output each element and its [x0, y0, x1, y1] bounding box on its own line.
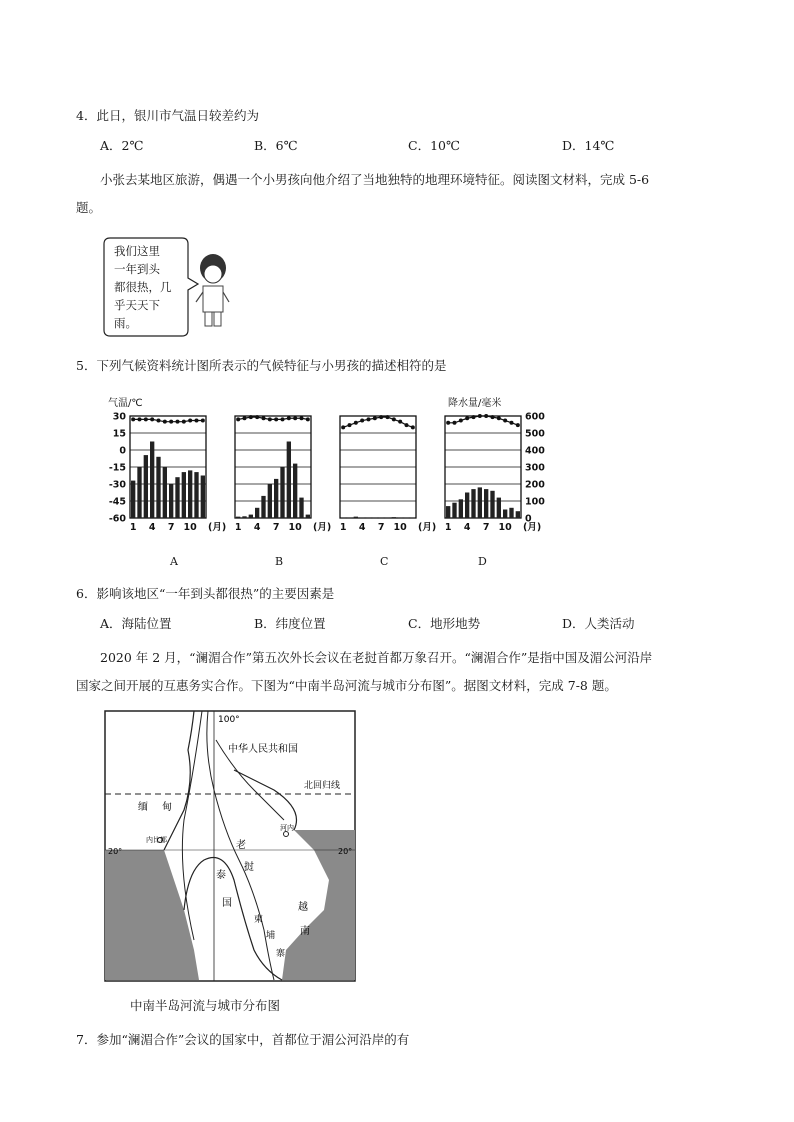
- precip-tick-label: 400: [525, 445, 545, 457]
- map-label: 寨: [276, 949, 286, 959]
- temp-point: [182, 420, 186, 424]
- temp-point: [243, 416, 247, 420]
- precip-bar: [287, 442, 291, 519]
- precip-bar: [478, 487, 482, 518]
- precip-bar: [497, 498, 501, 518]
- precip-bar: [503, 510, 507, 519]
- q4-option-d: D．14℃: [562, 138, 615, 153]
- chart-label-b: B: [275, 555, 284, 568]
- temp-point: [472, 415, 476, 419]
- precip-bar: [516, 511, 520, 518]
- precip-bar: [446, 506, 450, 518]
- temp-point: [131, 417, 135, 421]
- temp-point: [157, 419, 161, 423]
- map-label: 挝: [244, 862, 254, 873]
- precip-bar: [490, 491, 494, 518]
- map-svg: [104, 710, 356, 982]
- intro-78-line2: 国家之间开展的互惠务实合作。下图为“中南半岛河流与城市分布图”。据图文材料，完成 7-8 题。: [76, 678, 617, 693]
- precip-bar: [188, 470, 192, 518]
- temp-tick-label: 0: [119, 445, 126, 457]
- map-lon-label: 100°: [218, 715, 240, 725]
- precip-bar: [373, 518, 377, 519]
- q7-stem: 7．参加“澜湄合作”会议的国家中，首都位于湄公河沿岸的有: [76, 1032, 410, 1047]
- x-unit-label: (月): [523, 522, 542, 533]
- temp-point: [491, 415, 495, 419]
- precip-bar: [175, 477, 179, 518]
- q4-stem: 4．此日，银川市气温日较差约为: [76, 108, 259, 123]
- q6-option-a: A．海陆位置: [100, 616, 172, 631]
- climate-charts-svg: [108, 392, 558, 542]
- temp-point: [354, 421, 358, 425]
- precip-tick-label: 200: [525, 479, 545, 491]
- temp-point: [484, 414, 488, 418]
- x-tick-label: 7: [272, 522, 280, 533]
- map-label: 甸: [162, 802, 172, 813]
- precip-bar: [398, 518, 402, 519]
- precip-bar: [169, 484, 173, 518]
- x-tick-label: 7: [377, 522, 385, 533]
- temp-point: [249, 415, 253, 419]
- q4-option-c: C．10℃: [408, 138, 460, 153]
- precip-tick-label: 300: [525, 462, 545, 474]
- precip-bar: [131, 481, 135, 518]
- temp-point: [386, 415, 390, 419]
- x-tick-label: 7: [482, 522, 490, 533]
- intro-56-line1: 小张去某地区旅游，偶遇一个小男孩向他介绍了当地独特的地理环境特征。阅读图文材料，完成 5-6: [100, 172, 650, 187]
- temp-tick-label: -30: [108, 479, 126, 491]
- map-label: 越: [298, 902, 308, 913]
- speech-line: 乎天天下: [114, 298, 160, 312]
- speech-line: 我们这里: [114, 244, 160, 258]
- map-label: 埔: [266, 931, 276, 941]
- x-tick-label: 10: [393, 522, 407, 533]
- temp-point: [163, 420, 167, 424]
- precip-bar: [144, 455, 148, 518]
- temp-tick-label: 15: [112, 428, 126, 440]
- temp-point: [446, 421, 450, 425]
- temp-tick-label: -45: [108, 496, 126, 508]
- x-tick-label: 10: [498, 522, 512, 533]
- precip-bar: [249, 515, 253, 518]
- map-label: 泰: [216, 870, 226, 881]
- map-caption: 中南半岛河流与城市分布图: [130, 998, 281, 1013]
- temp-point: [176, 420, 180, 424]
- map-label: 国: [222, 898, 232, 909]
- precip-bar: [465, 493, 469, 519]
- temp-point: [255, 415, 259, 419]
- climate-charts: [108, 392, 558, 542]
- x-unit-label: (月): [313, 522, 332, 533]
- temp-point: [516, 423, 520, 427]
- temp-point: [453, 421, 457, 425]
- temp-point: [201, 419, 205, 423]
- indochina-map: [104, 710, 356, 982]
- temp-point: [262, 416, 266, 420]
- temp-point: [268, 417, 272, 421]
- map-label: 河内: [280, 824, 294, 832]
- q6-option-b: B．纬度位置: [254, 616, 326, 631]
- intro-56-line2: 题。: [76, 200, 102, 215]
- precip-bar: [360, 517, 364, 518]
- precip-tick-label: 500: [525, 428, 545, 440]
- temp-point: [169, 420, 173, 424]
- precip-bar: [236, 517, 240, 518]
- chart-label-a: A: [170, 555, 178, 568]
- precip-bar: [306, 515, 310, 518]
- q4-option-b: B．6℃: [254, 138, 298, 153]
- precip-tick-label: 100: [525, 496, 545, 508]
- speech-line: 雨。: [114, 316, 137, 330]
- precip-bar: [194, 472, 198, 518]
- temp-point: [348, 423, 352, 427]
- x-tick-label: 10: [288, 522, 302, 533]
- temp-point: [497, 416, 501, 420]
- temp-point: [138, 417, 142, 421]
- precip-bar: [385, 518, 389, 519]
- x-tick-label: 10: [183, 522, 197, 533]
- temp-tick-label: 30: [112, 411, 126, 423]
- x-tick-label: 1: [444, 522, 452, 533]
- precip-axis-label: 降水量/毫米: [448, 398, 502, 409]
- x-unit-label: (月): [418, 522, 437, 533]
- precip-tick-label: 600: [525, 411, 545, 423]
- temp-point: [150, 417, 154, 421]
- temp-point: [392, 417, 396, 421]
- map-label: 内比都: [146, 836, 167, 844]
- intro-78-line1: 2020 年 2 月，“澜湄合作”第五次外长会议在老挝首都万象召开。“澜湄合作”是指中国及湄公河沿岸: [100, 650, 653, 665]
- temp-point: [300, 416, 304, 420]
- temp-tick-label: -60: [108, 513, 126, 525]
- temp-point: [274, 417, 278, 421]
- precip-bar: [452, 503, 456, 518]
- temp-point: [195, 419, 199, 423]
- temp-point: [341, 425, 345, 429]
- map-tropic-label: 北回归线: [304, 781, 341, 791]
- map-lat-right: 20°: [338, 847, 353, 856]
- precip-bar: [163, 467, 167, 518]
- temp-point: [510, 421, 514, 425]
- precip-bar: [242, 516, 246, 518]
- precip-bar: [293, 464, 297, 518]
- speech-line: 都很热，几: [114, 280, 172, 294]
- speech-line: 一年到头: [114, 262, 160, 276]
- temp-point: [373, 416, 377, 420]
- precip-bar: [268, 484, 272, 518]
- q6-option-d: D．人类活动: [562, 616, 635, 631]
- precip-bar: [347, 518, 351, 519]
- temp-point: [478, 414, 482, 418]
- precip-bar: [182, 472, 186, 518]
- x-tick-label: 1: [129, 522, 137, 533]
- temp-point: [367, 417, 371, 421]
- q6-option-c: C．地形地势: [408, 616, 481, 631]
- q5-stem: 5．下列气候资料统计图所表示的气候特征与小男孩的描述相符的是: [76, 358, 447, 373]
- x-tick-label: 4: [253, 522, 261, 533]
- precip-bar: [274, 479, 278, 518]
- speech-illustration: [102, 234, 242, 340]
- precip-bar: [392, 517, 396, 518]
- x-unit-label: (月): [208, 522, 227, 533]
- temp-point: [293, 416, 297, 420]
- map-label: 缅: [138, 802, 148, 813]
- precip-bar: [354, 517, 358, 518]
- temp-point: [360, 419, 364, 423]
- temp-tick-label: -15: [108, 462, 126, 474]
- temp-point: [281, 417, 285, 421]
- precip-bar: [261, 496, 265, 518]
- map-label: 老: [236, 840, 246, 851]
- precip-bar: [201, 476, 205, 519]
- precip-bar: [509, 508, 513, 518]
- precip-bar: [299, 498, 303, 518]
- temp-point: [405, 423, 409, 427]
- temp-point: [459, 419, 463, 423]
- x-tick-label: 1: [339, 522, 347, 533]
- precip-bar: [156, 457, 160, 518]
- precip-bar: [379, 518, 383, 519]
- temp-axis-label: 气温/℃: [108, 398, 143, 409]
- q4-option-a: A．2℃: [100, 138, 144, 153]
- q6-stem: 6．影响该地区“一年到头都很热”的主要因素是: [76, 586, 335, 601]
- map-lat-left: 20°: [108, 847, 123, 856]
- precip-bar: [255, 508, 259, 518]
- temp-point: [398, 420, 402, 424]
- precip-bar: [411, 518, 415, 519]
- temp-point: [144, 417, 148, 421]
- precip-bar: [471, 489, 475, 518]
- map-label: 南: [300, 926, 310, 937]
- precip-bar: [484, 489, 488, 518]
- boy-icon: [196, 254, 229, 326]
- precip-bar: [459, 499, 463, 518]
- temp-point: [411, 425, 415, 429]
- x-tick-label: 7: [167, 522, 175, 533]
- temp-point: [379, 415, 383, 419]
- precip-bar: [341, 518, 345, 519]
- temp-point: [503, 419, 507, 423]
- x-tick-label: 4: [148, 522, 156, 533]
- temp-point: [236, 417, 240, 421]
- precip-bar: [137, 467, 141, 518]
- temp-point: [306, 417, 310, 421]
- x-tick-label: 1: [234, 522, 242, 533]
- precip-bar: [404, 518, 408, 519]
- precip-bar: [150, 442, 154, 519]
- map-china-label: 中华人民共和国: [228, 744, 298, 755]
- precip-bar: [280, 467, 284, 518]
- precip-tick-label: 0: [525, 513, 532, 525]
- temp-point: [188, 419, 192, 423]
- temp-point: [287, 416, 291, 420]
- temp-point: [465, 416, 469, 420]
- precip-bar: [366, 518, 370, 519]
- x-tick-label: 4: [358, 522, 366, 533]
- x-tick-label: 4: [463, 522, 471, 533]
- chart-label-c: C: [380, 555, 389, 568]
- chart-label-d: D: [478, 555, 487, 568]
- city-marker: [284, 832, 289, 837]
- map-label: 柬: [254, 915, 264, 925]
